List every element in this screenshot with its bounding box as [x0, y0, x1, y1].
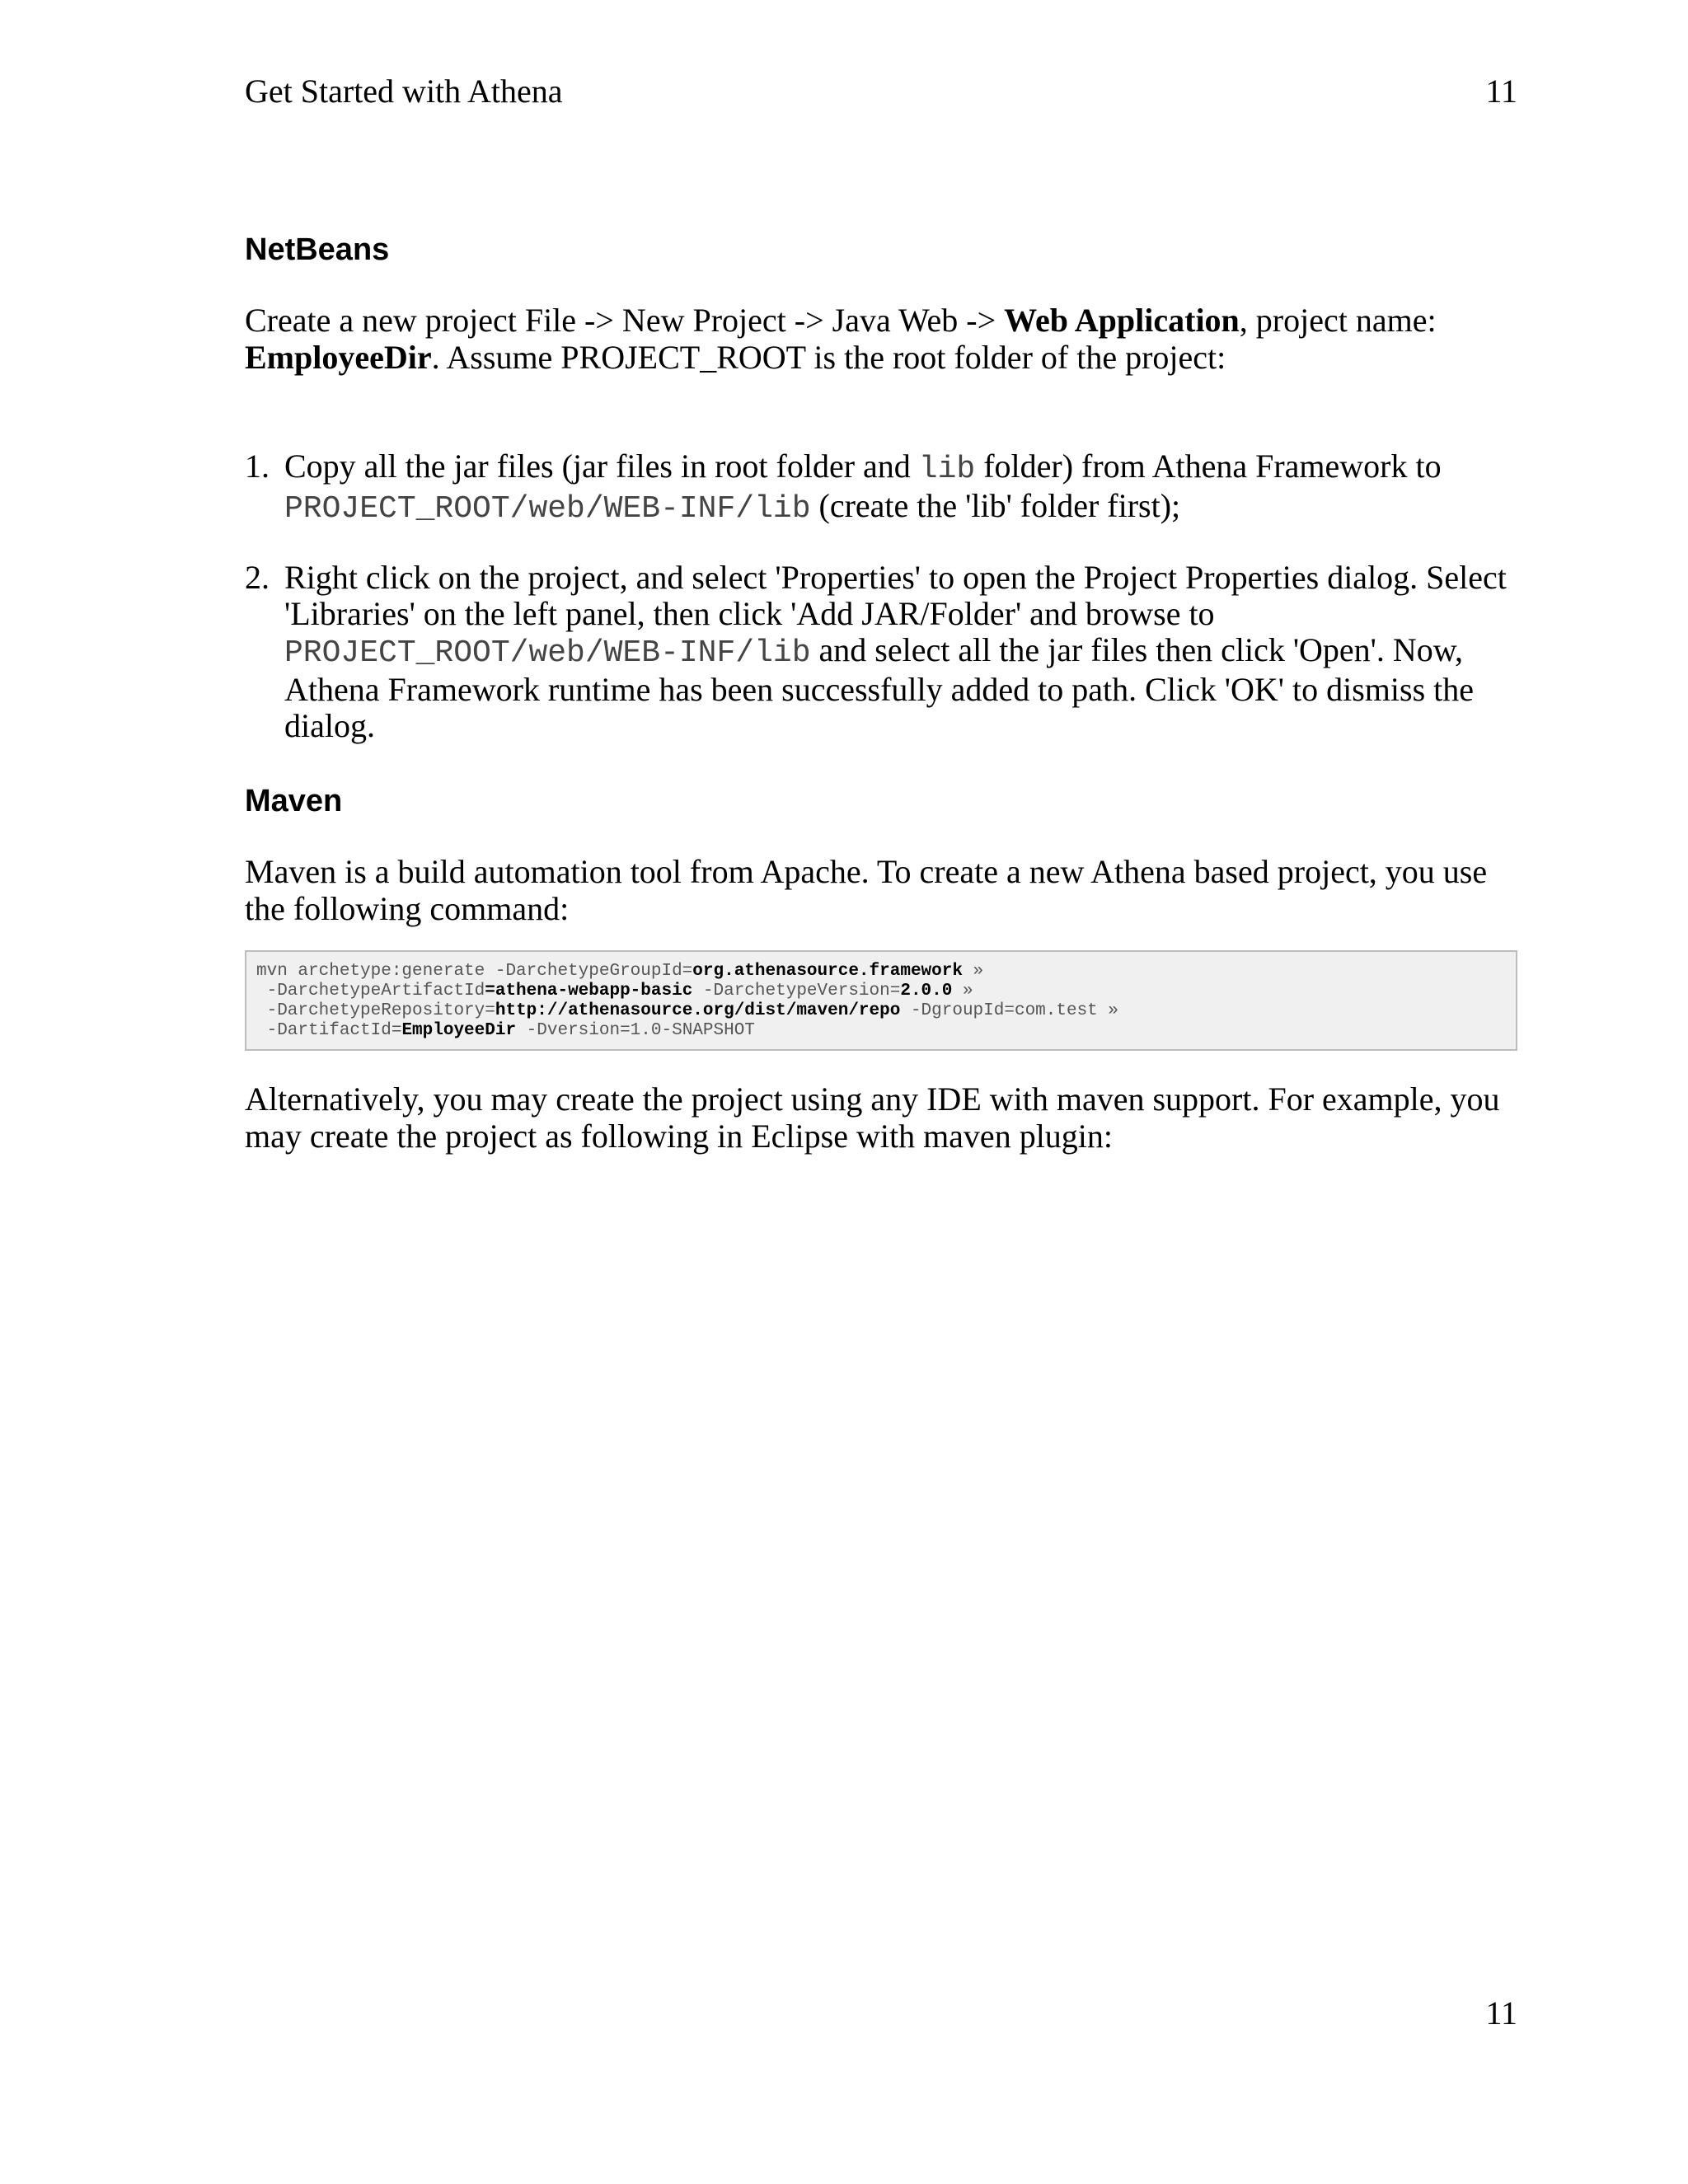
- step-code: PROJECT_ROOT/web/WEB-INF/lib: [284, 635, 811, 671]
- code-bold: =athena-webapp-basic: [485, 982, 693, 1001]
- step-code: PROJECT_ROOT/web/WEB-INF/lib: [284, 491, 811, 527]
- step-text: Right click on the project, and select 'Properties' to open the Project Properties dialog. Select 'Libraries' on the left panel, then click 'Add JAR/Folder' and browse to: [284, 559, 1507, 632]
- netbeans-intro-bold-2: EmployeeDir: [245, 339, 432, 376]
- code-bold: http://athenasource.org/dist/maven/repo: [495, 1001, 901, 1020]
- code-text: -DartifactId=: [256, 1021, 402, 1040]
- list-item: [245, 560, 1517, 744]
- code-text: -DarchetypeRepository=: [256, 1001, 495, 1020]
- code-text: »: [962, 962, 984, 981]
- code-text: -DgroupId=com.test »: [900, 1001, 1118, 1020]
- netbeans-heading: NetBeans: [245, 232, 390, 267]
- list-item: [245, 448, 1517, 527]
- step-text: (create the 'lib' folder first);: [810, 487, 1181, 524]
- running-header: [245, 71, 1517, 112]
- maven-intro: Maven is a build automation tool from Apache. To create a new Athena based project, you use the following command:: [245, 853, 1488, 927]
- code-text: -Dversion=1.0-SNAPSHOT: [516, 1021, 755, 1040]
- netbeans-intro-text-2: , project name:: [1239, 302, 1437, 339]
- step-text: Copy all the jar files (jar files in root folder and: [284, 448, 919, 485]
- maven-heading: Maven: [245, 784, 343, 818]
- header-title: Get Started with Athena: [245, 73, 563, 110]
- list-item-number: 2.: [245, 559, 270, 596]
- footer-page-number: 11: [1485, 1994, 1517, 2032]
- netbeans-intro-text-3: . Assume PROJECT_ROOT is the root folder of the project:: [431, 339, 1226, 376]
- maven-outro: Alternatively, you may create the project using any IDE with maven support. For example, you may create the project as following in Eclipse with maven plugin:: [245, 1080, 1500, 1155]
- page-content: [245, 231, 1517, 1155]
- maven-command-codeblock: [245, 950, 1517, 1051]
- step-text: and select all the jar files then click 'Open'. Now, Athena Framework runtime has been successfully added to path. Click 'OK' to dismiss the dialog.: [284, 631, 1475, 744]
- step-text: folder) from Athena Framework to: [975, 448, 1442, 485]
- code-text: mvn archetype:generate -DarchetypeGroupId=: [256, 962, 693, 981]
- netbeans-intro-bold-1: Web Application: [1004, 302, 1240, 339]
- code-text: -DarchetypeVersion=: [692, 982, 901, 1001]
- code-bold: org.athenasource.framework: [692, 962, 963, 981]
- list-item-number: 1.: [245, 448, 270, 485]
- code-bold: EmployeeDir: [401, 1021, 517, 1040]
- netbeans-steps-list: [245, 448, 1517, 744]
- header-page-number: 11: [1485, 73, 1517, 110]
- netbeans-intro: [245, 302, 1514, 376]
- code-text: -DarchetypeArtifactId: [256, 982, 485, 1001]
- step-code: lib: [918, 452, 976, 487]
- code-bold: 2.0.0: [900, 982, 953, 1001]
- netbeans-intro-text-1: Create a new project File -> New Project -> Java Web ->: [245, 302, 1005, 339]
- code-text: »: [952, 982, 973, 1001]
